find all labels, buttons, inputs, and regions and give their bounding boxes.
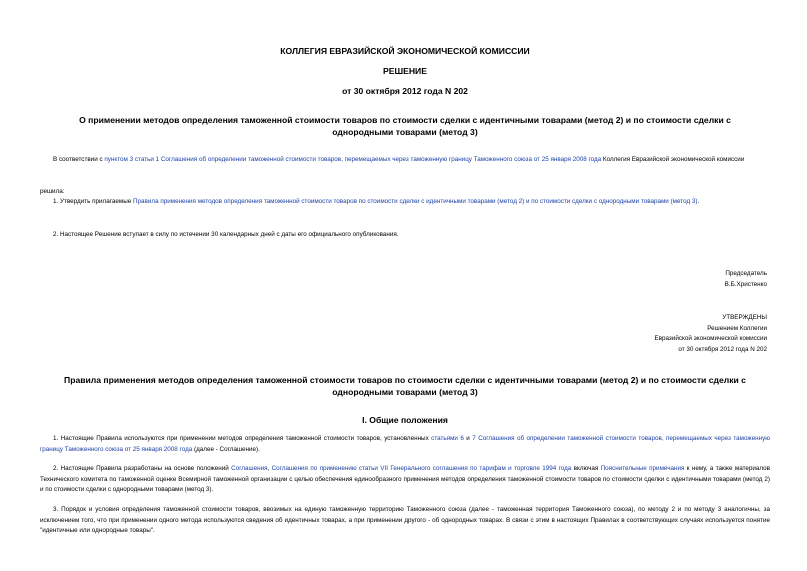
decided-label: решила: [40, 188, 65, 195]
item1-rules-link[interactable]: Правила применения методов определения таможенной стоимости товаров по стоимости сделки с идентичными товарами (метод 2) и по стоимости сделки с однородными товарами (метод 3) [133, 198, 698, 205]
rule1-link-agreement[interactable]: 7 Соглашения об определении таможенной стоимости товаров, перемещаемых через таможенную границу Таможенного союза от 25 января 2008 года [40, 435, 770, 453]
rule-paragraph-1 [40, 434, 770, 455]
approved-line-1: УТВЕРЖДЕНЫ [722, 314, 767, 321]
preamble-paragraph [40, 155, 770, 166]
approved-line-3: Евразийской экономической комиссии [654, 335, 767, 342]
rule2-sep: , [267, 465, 272, 472]
signatory-name: В.Б.Христенко [724, 280, 767, 288]
approval-stamp [654, 313, 767, 355]
rule1-prefix: 1. Настоящие Правила используются при применении методов определения таможенной стоимости товаров, установленных [53, 435, 432, 442]
preamble-prefix: В соответствии с [53, 156, 105, 163]
rule2-prefix: 2. Настоящие Правила разработаны на основе положений [53, 465, 232, 472]
rule1-suffix: (далее - Соглашение). [192, 445, 260, 453]
rule2-link-gatt[interactable]: Соглашения по применению статьи VII Генерального соглашения по тарифам и торговле 1994 года [271, 465, 572, 472]
item1-prefix: 1. Утвердить прилагаемые [53, 198, 133, 205]
rule2-link-notes[interactable]: Пояснительные примечания [600, 465, 685, 472]
preamble-suffix: Коллегия Евразийской экономической комиссии [601, 156, 745, 163]
rule2-suffix: к нему, а также материалов Технического комитета по таможенной оценке Всемирной таможенной организации с целью обеспечения единообразного применения методов определения таможенной стоимости товаров по стоимости сделки с идентичными товарами (метод 2) и по стоимости сделки с однородными товарами (метод 3). [40, 465, 771, 493]
item1-suffix: . [697, 198, 700, 205]
rule-paragraph-3: 3. Порядок и условия определения таможенной стоимости товаров, ввозимых на единую таможенную территорию Таможенного союза (далее - таможенная территория Таможенного союза), по методу 2 и по методу 3 аналогичны, за исключением того, что при применении одного метода используются сведения об идентичных товарах, а при применении другого - об однородных товарах. В связи с этим в настоящих Правилах в соответствующих случаях используется понятие "идентичные или однородные товары". [40, 506, 770, 534]
decision-item-1 [40, 197, 770, 208]
rule2-link-agreement[interactable]: Соглашения [231, 465, 268, 472]
document-date-number: от 30 октября 2012 года N 202 [342, 86, 468, 96]
rule1-link-articles[interactable]: статьями 6 [431, 435, 464, 442]
decision-item-2: 2. Настоящее Решение вступает в силу по истечении 30 календарных дней с даты его официального опубликования. [53, 231, 399, 238]
document-title: О применении методов определения таможенной стоимости товаров по стоимости сделки с идентичными товарами (метод 2) и по стоимости сделки с однородными товарами (метод 3) [79, 115, 731, 137]
preamble-link[interactable]: пунктом 3 статьи 1 Соглашения об определении таможенной стоимости товаров, перемещаемых через таможенную границу Таможенного союза от 25 января 2008 года [104, 156, 602, 163]
section-title: I. Общие положения [362, 415, 448, 425]
rule-paragraph-2 [40, 464, 770, 496]
signature-block [725, 269, 767, 290]
document-type: РЕШЕНИЕ [383, 66, 427, 76]
rule2-mid: включая [571, 465, 601, 472]
approved-line-2: Решением Коллегии [707, 324, 767, 332]
rules-title: Правила применения методов определения таможенной стоимости товаров по стоимости сделки с идентичными товарами (метод 2) и по стоимости сделки с однородными товарами (метод 3) [64, 375, 746, 397]
approved-line-4: от 30 октября 2012 года N 202 [678, 345, 767, 353]
issuing-body: КОЛЛЕГИЯ ЕВРАЗИЙСКОЙ ЭКОНОМИЧЕСКОЙ КОМИССИИ [280, 46, 530, 56]
signatory-position: Председатель [725, 270, 767, 277]
rule1-mid: и [463, 435, 473, 442]
